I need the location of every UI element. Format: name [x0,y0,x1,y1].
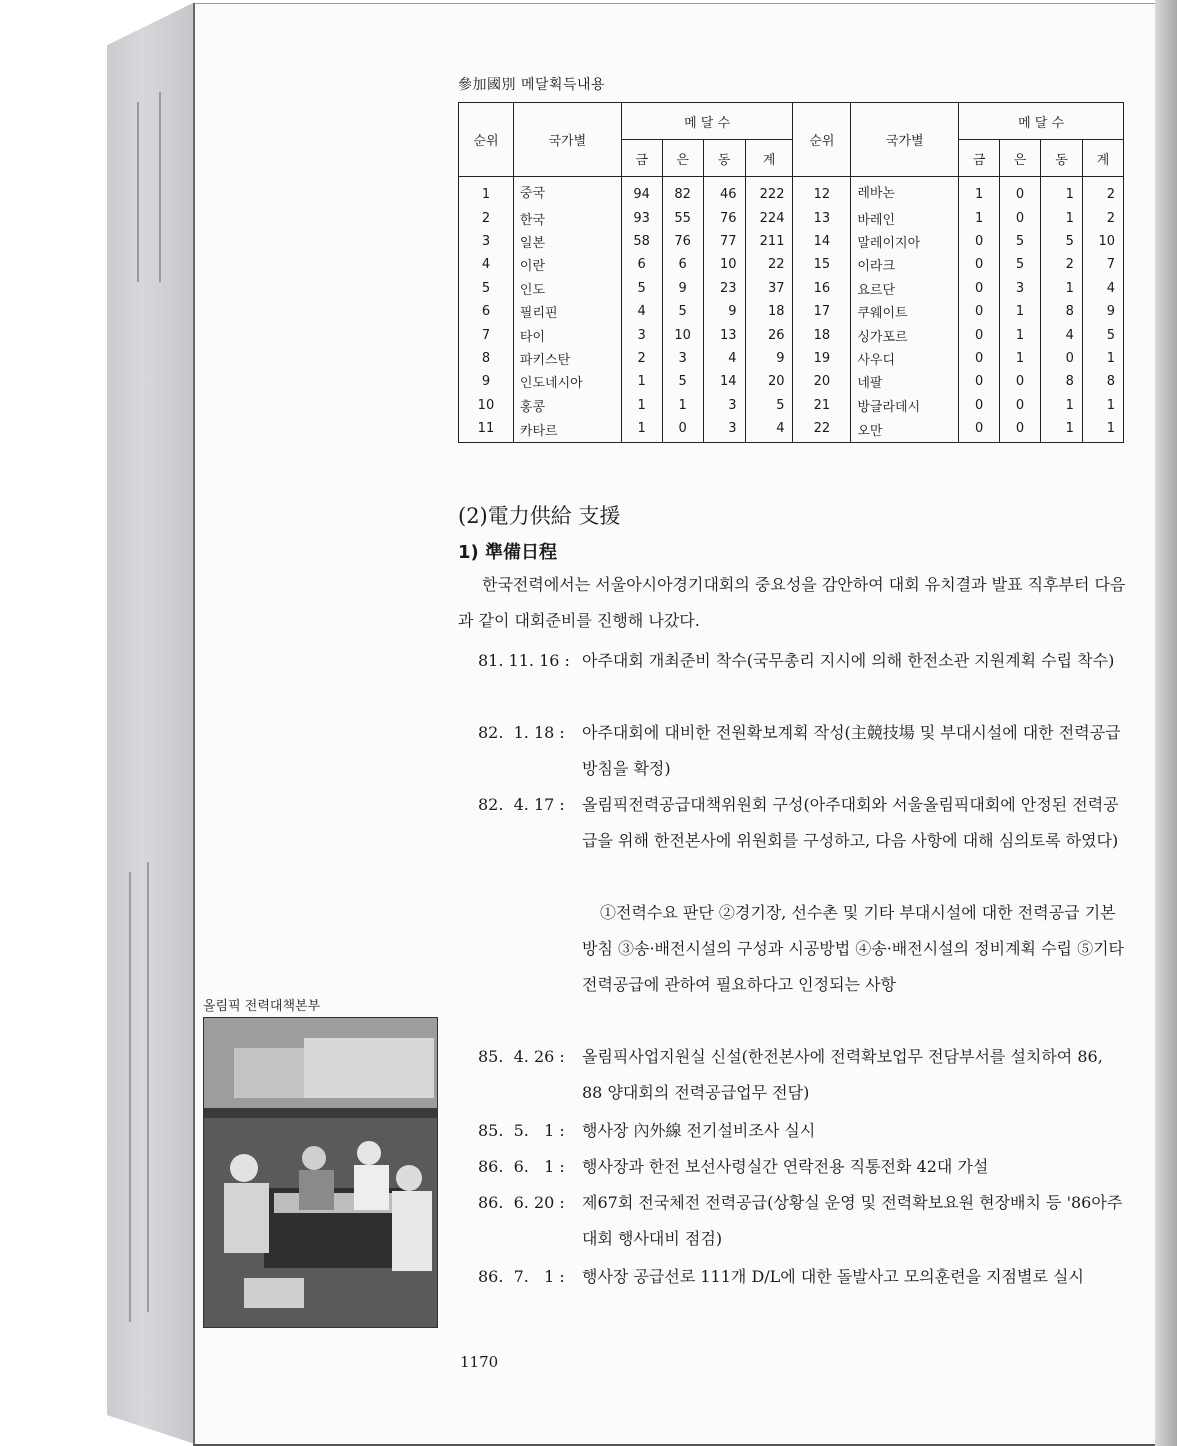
bronze-cell: 0 [1041,347,1083,370]
silver-cell: 0 [1000,417,1041,443]
gold-cell: 1 [959,177,1000,207]
book-spine [107,2,195,1444]
silver-cell: 0 [1000,394,1041,417]
bronze-cell: 1 [1041,417,1083,443]
total-cell: 1 [1082,347,1123,370]
total-cell: 2 [1082,177,1123,207]
page-edge-line [159,92,161,282]
header-gold: 금 [959,140,1000,177]
entry-text: 올림픽전력공급대책위원회 구성(아주대회와 서울올림픽대회에 안정된 전력공급을 위해 한전본사에 위원회를 구성하고, 다음 사항에 대해 심의토록 하였다) [582,795,1119,850]
bronze-cell: 2 [1041,253,1083,276]
silver-cell: 1 [662,394,703,417]
total-cell: 211 [745,230,793,253]
silver-cell: 3 [1000,277,1041,300]
entry-date: 85. 4. 26 : [478,1047,565,1066]
total-cell: 8 [1082,370,1123,393]
country-cell: 싱가포르 [851,323,959,346]
total-cell: 22 [745,253,793,276]
header-bronze: 동 [1041,140,1083,177]
rank-cell: 2 [459,206,514,229]
silver-cell: 1 [1000,347,1041,370]
header-country: 국가별 [851,103,959,177]
medal-table-row [459,417,1124,443]
page-edge-line [137,102,139,282]
header-total: 계 [745,140,793,177]
rank-cell: 21 [793,394,851,417]
total-cell: 2 [1082,206,1123,229]
gold-cell: 0 [959,347,1000,370]
bronze-cell: 76 [703,206,745,229]
bronze-cell: 3 [703,394,745,417]
gold-cell: 1 [621,394,662,417]
header-total: 계 [1082,140,1123,177]
total-cell: 222 [745,177,793,207]
medal-table-row [459,277,1124,300]
rank-cell: 17 [793,300,851,323]
total-cell: 18 [745,300,793,323]
gold-cell: 0 [959,417,1000,443]
sub-items: ①전력수요 판단 ②경기장, 선수촌 및 기타 부대시설에 대한 전력공급 기본방침 ③송·배전시설의 구성과 시공방법 ④송·배전시설의 정비계획 수립 ⑤기타 전력공급에 관하여 필요하다고 인정되는 사항 [582,903,1124,994]
header-bronze: 동 [703,140,745,177]
medal-table-row [459,370,1124,393]
total-cell: 5 [745,394,793,417]
country-cell: 말레이지아 [851,230,959,253]
gold-cell: 0 [959,277,1000,300]
rank-cell: 22 [793,417,851,443]
rank-cell: 8 [459,347,514,370]
total-cell: 4 [745,417,793,443]
rank-cell: 6 [459,300,514,323]
header-silver: 은 [1000,140,1041,177]
bronze-cell: 1 [1041,394,1083,417]
entry-date: 82. 1. 18 : [478,723,565,742]
page-gutter-shadow [1155,0,1177,1446]
table-caption: 參加國別 메달획득내용 [458,77,606,93]
header-medals: 메 달 수 [621,103,793,140]
country-cell: 중국 [513,177,621,207]
silver-cell: 0 [1000,370,1041,393]
country-cell: 홍콩 [513,394,621,417]
silver-cell: 10 [662,323,703,346]
total-cell: 10 [1082,230,1123,253]
country-cell: 요르단 [851,277,959,300]
header-medals: 메 달 수 [959,103,1124,140]
gold-cell: 3 [621,323,662,346]
country-cell: 한국 [513,206,621,229]
bronze-cell: 9 [703,300,745,323]
total-cell: 1 [1082,394,1123,417]
header-country: 국가별 [513,103,621,177]
gold-cell: 0 [959,370,1000,393]
silver-cell: 5 [1000,253,1041,276]
medal-table-row [459,177,1124,207]
entry-text: 아주대회 개최준비 착수(국무총리 지시에 의해 한전소관 지원계획 수립 착수) [582,651,1115,670]
country-cell: 레바논 [851,177,959,207]
total-cell: 9 [745,347,793,370]
total-cell: 4 [1082,277,1123,300]
country-cell: 이라크 [851,253,959,276]
silver-cell: 5 [662,370,703,393]
page-edge-line [129,872,131,1322]
country-cell: 인도 [513,277,621,300]
gold-cell: 0 [959,253,1000,276]
total-cell: 5 [1082,323,1123,346]
total-cell: 37 [745,277,793,300]
gold-cell: 2 [621,347,662,370]
rank-cell: 20 [793,370,851,393]
header-gold: 금 [621,140,662,177]
gold-cell: 0 [959,323,1000,346]
bronze-cell: 13 [703,323,745,346]
silver-cell: 5 [1000,230,1041,253]
silver-cell: 1 [1000,323,1041,346]
gold-cell: 6 [621,253,662,276]
page-number: 1170 [460,1353,499,1371]
entry-text: 올림픽사업지원실 신설(한전본사에 전력확보업무 전담부서를 설치하여 86, 88 양대회의 전력공급업무 전담) [582,1047,1103,1102]
country-cell: 일본 [513,230,621,253]
rank-cell: 19 [793,347,851,370]
gold-cell: 4 [621,300,662,323]
header-rank: 순위 [459,103,514,177]
rank-cell: 3 [459,230,514,253]
bronze-cell: 10 [703,253,745,276]
photo-illustration [204,1018,437,1327]
silver-cell: 55 [662,206,703,229]
rank-cell: 16 [793,277,851,300]
entry-date: 86. 6. 20 : [478,1193,565,1212]
medal-table-row [459,394,1124,417]
gold-cell: 58 [621,230,662,253]
country-cell: 바레인 [851,206,959,229]
country-cell: 사우디 [851,347,959,370]
bronze-cell: 8 [1041,300,1083,323]
country-cell: 카타르 [513,417,621,443]
bronze-cell: 14 [703,370,745,393]
bronze-cell: 3 [703,417,745,443]
silver-cell: 0 [1000,206,1041,229]
country-cell: 오만 [851,417,959,443]
total-cell: 7 [1082,253,1123,276]
rank-cell: 7 [459,323,514,346]
entry-date: 86. 6. 1 : [478,1157,565,1176]
rank-cell: 13 [793,206,851,229]
gold-cell: 1 [621,370,662,393]
country-cell: 이란 [513,253,621,276]
silver-cell: 0 [1000,177,1041,207]
subsection-title: 1) 準備日程 [458,542,558,563]
silver-cell: 82 [662,177,703,207]
bronze-cell: 46 [703,177,745,207]
bronze-cell: 1 [1041,206,1083,229]
entry-text: 제67회 전국체전 전력공급(상황실 운영 및 전력확보요원 현장배치 등 '86아주대회 행사대비 점검) [582,1193,1123,1248]
country-cell: 쿠웨이트 [851,300,959,323]
gold-cell: 0 [959,300,1000,323]
rank-cell: 14 [793,230,851,253]
rank-cell: 15 [793,253,851,276]
country-cell: 타이 [513,323,621,346]
rank-cell: 10 [459,394,514,417]
rank-cell: 18 [793,323,851,346]
medal-table-row [459,230,1124,253]
bronze-cell: 4 [1041,323,1083,346]
country-cell: 인도네시아 [513,370,621,393]
header-silver: 은 [662,140,703,177]
rank-cell: 5 [459,277,514,300]
office-photo [203,1017,438,1328]
medal-table [458,102,1124,443]
entry-date: 86. 7. 1 : [478,1267,565,1286]
silver-cell: 3 [662,347,703,370]
total-cell: 1 [1082,417,1123,443]
photo-caption: 올림픽 전력대책본부 [203,999,321,1014]
entry-text: 행사장과 한전 보선사령실간 연락전용 직통전화 42대 가설 [582,1157,989,1176]
rank-cell: 4 [459,253,514,276]
bronze-cell: 8 [1041,370,1083,393]
entry-text: 행사장 공급선로 111개 D/L에 대한 돌발사고 모의훈련을 지점별로 실시 [582,1267,1084,1286]
medal-table-row [459,206,1124,229]
entry-text: 행사장 內外線 전기설비조사 실시 [582,1121,816,1140]
bronze-cell: 4 [703,347,745,370]
bronze-cell: 1 [1041,277,1083,300]
intro-paragraph: 한국전력에서는 서울아시아경기대회의 중요성을 감안하여 대회 유치결과 발표 직후부터 다음과 같이 대회준비를 진행해 나갔다. [458,575,1126,630]
page-edge-line [147,862,149,1312]
bronze-cell: 1 [1041,177,1083,207]
rank-cell: 1 [459,177,514,207]
gold-cell: 93 [621,206,662,229]
bronze-cell: 77 [703,230,745,253]
gold-cell: 94 [621,177,662,207]
medal-table-row [459,347,1124,370]
gold-cell: 1 [621,417,662,443]
entry-date: 85. 5. 1 : [478,1121,565,1140]
total-cell: 20 [745,370,793,393]
rank-cell: 9 [459,370,514,393]
medal-table-row [459,253,1124,276]
total-cell: 26 [745,323,793,346]
medal-table-row [459,323,1124,346]
silver-cell: 9 [662,277,703,300]
silver-cell: 5 [662,300,703,323]
country-cell: 필리핀 [513,300,621,323]
country-cell: 파키스탄 [513,347,621,370]
bronze-cell: 5 [1041,230,1083,253]
rank-cell: 11 [459,417,514,443]
medal-table-row [459,300,1124,323]
gold-cell: 1 [959,206,1000,229]
entry-text: 아주대회에 대비한 전원확보계획 작성(主競技場 및 부대시설에 대한 전력공급방침을 확정) [582,723,1121,778]
country-cell: 방글라데시 [851,394,959,417]
rank-cell: 12 [793,177,851,207]
silver-cell: 6 [662,253,703,276]
silver-cell: 76 [662,230,703,253]
header-rank: 순위 [793,103,851,177]
bronze-cell: 23 [703,277,745,300]
total-cell: 224 [745,206,793,229]
silver-cell: 0 [662,417,703,443]
gold-cell: 0 [959,230,1000,253]
entry-date: 82. 4. 17 : [478,795,565,814]
gold-cell: 0 [959,394,1000,417]
country-cell: 네팔 [851,370,959,393]
silver-cell: 1 [1000,300,1041,323]
section-title: (2)電力供給 支援 [458,504,621,528]
gold-cell: 5 [621,277,662,300]
total-cell: 9 [1082,300,1123,323]
entry-date: 81. 11. 16 : [478,651,570,670]
